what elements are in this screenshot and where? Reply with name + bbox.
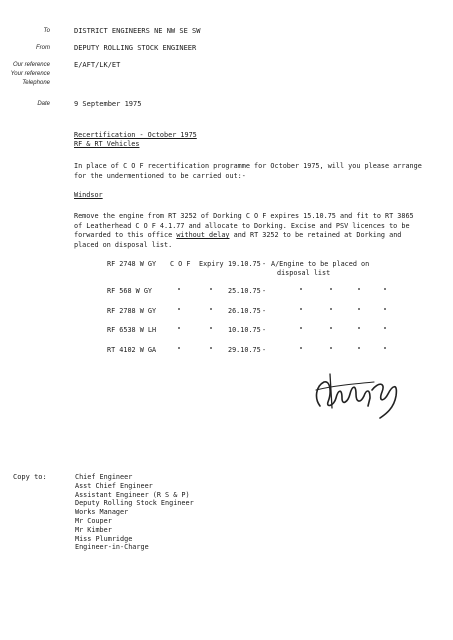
row-ditto: "	[177, 345, 182, 354]
date-value: 9 September 1975	[74, 100, 142, 108]
paragraph-part-1: Remove the engine from RT 3252 of Dorking C O F expires 15.10.75 and fit to RT 3865 of Leatherhead C O F 4.1.77 and allocate to Dorking. Excise and PSV licences to be forwarded to this office	[74, 212, 414, 240]
our-reference-label: Our reference	[12, 62, 50, 68]
row-ditto: "	[329, 306, 334, 315]
row-dash: -	[262, 326, 267, 334]
our-reference-value: E/AFT/LK/ET	[74, 61, 121, 69]
row-ditto: "	[329, 345, 334, 354]
copy-recipient: Mr Couper	[75, 517, 112, 525]
row-date: 26.10.75	[228, 306, 261, 315]
row-ditto: "	[357, 345, 362, 354]
copy-to-label: Copy to:	[13, 473, 47, 481]
row-ditto: "	[357, 287, 362, 295]
copy-recipient: Mr Kimber	[75, 525, 112, 534]
row-ditto: "	[299, 326, 304, 334]
first-row-action-line-2: disposal list	[277, 269, 331, 277]
subject-line-2: RF & RT Vehicles	[74, 140, 140, 148]
subject-line-1: Recertification - October 1975	[74, 131, 197, 139]
row-dash: -	[262, 287, 267, 295]
your-reference-label: Your reference	[10, 71, 50, 77]
copy-recipient: Engineer-in-Charge	[75, 543, 149, 552]
date-label: Date	[37, 101, 50, 107]
first-row-vehicle: RF 2748 W GY	[107, 260, 157, 268]
first-row-date: 19.10.75	[228, 260, 261, 268]
row-date: 29.10.75	[228, 345, 261, 354]
section-heading: Windsor	[74, 191, 103, 199]
row-ditto: "	[177, 326, 182, 334]
copy-recipient: Deputy Rolling Stock Engineer	[75, 499, 194, 508]
row-vehicle: RF 568 W GY	[107, 287, 153, 295]
row-date: 25.10.75	[228, 287, 261, 295]
intro-paragraph: In place of C O F recertification programme for October 1975, will you please arrange for the undermentioned to be carried out:-	[74, 162, 422, 180]
telephone-label: Telephone	[22, 80, 50, 86]
to-label: To	[43, 28, 50, 34]
instruction-paragraph	[74, 212, 422, 250]
row-ditto: "	[383, 326, 388, 334]
paragraph-underlined: without delay	[176, 231, 230, 240]
first-row-dash: -	[262, 260, 267, 268]
copy-recipient: Miss Plumridge	[75, 534, 133, 543]
row-ditto: "	[299, 287, 304, 295]
handwritten-signature	[312, 368, 404, 420]
copy-recipient: Chief Engineer	[75, 473, 133, 481]
row-ditto: "	[383, 306, 388, 315]
first-row-action-line-1: A/Engine to be placed on	[271, 260, 370, 268]
copy-recipient: Assistant Engineer (R S & P)	[75, 490, 190, 499]
first-row-cof: C O F	[170, 260, 191, 268]
row-ditto: "	[209, 345, 214, 354]
copy-recipient: Works Manager	[75, 508, 129, 517]
row-ditto: "	[329, 287, 334, 295]
from-label: From	[36, 45, 50, 51]
row-dash: -	[262, 306, 267, 315]
row-ditto: "	[299, 345, 304, 354]
row-ditto: "	[177, 306, 182, 315]
row-ditto: "	[209, 287, 214, 295]
row-dash: -	[262, 345, 267, 354]
from-value: DEPUTY ROLLING STOCK ENGINEER	[74, 44, 197, 52]
row-vehicle: RF 6538 W LH	[107, 326, 157, 334]
row-ditto: "	[209, 306, 214, 315]
to-value: DISTRICT ENGINEERS NE NW SE SW	[74, 27, 201, 35]
row-ditto: "	[177, 287, 182, 295]
row-ditto: "	[383, 287, 388, 295]
first-row-expiry: Expiry	[199, 260, 224, 268]
row-vehicle: RT 4102 W GA	[107, 345, 157, 354]
copy-recipient: Asst Chief Engineer	[75, 481, 153, 490]
row-ditto: "	[357, 306, 362, 315]
paragraph-part-2: and RT 3252 to be retained at Dorking and placed on disposal list.	[74, 231, 402, 249]
row-ditto: "	[299, 306, 304, 315]
row-date: 10.10.75	[228, 326, 261, 334]
row-ditto: "	[209, 326, 214, 334]
row-vehicle: RF 2788 W GY	[107, 306, 157, 315]
row-ditto: "	[357, 326, 362, 334]
row-ditto: "	[329, 326, 334, 334]
row-ditto: "	[383, 345, 388, 354]
